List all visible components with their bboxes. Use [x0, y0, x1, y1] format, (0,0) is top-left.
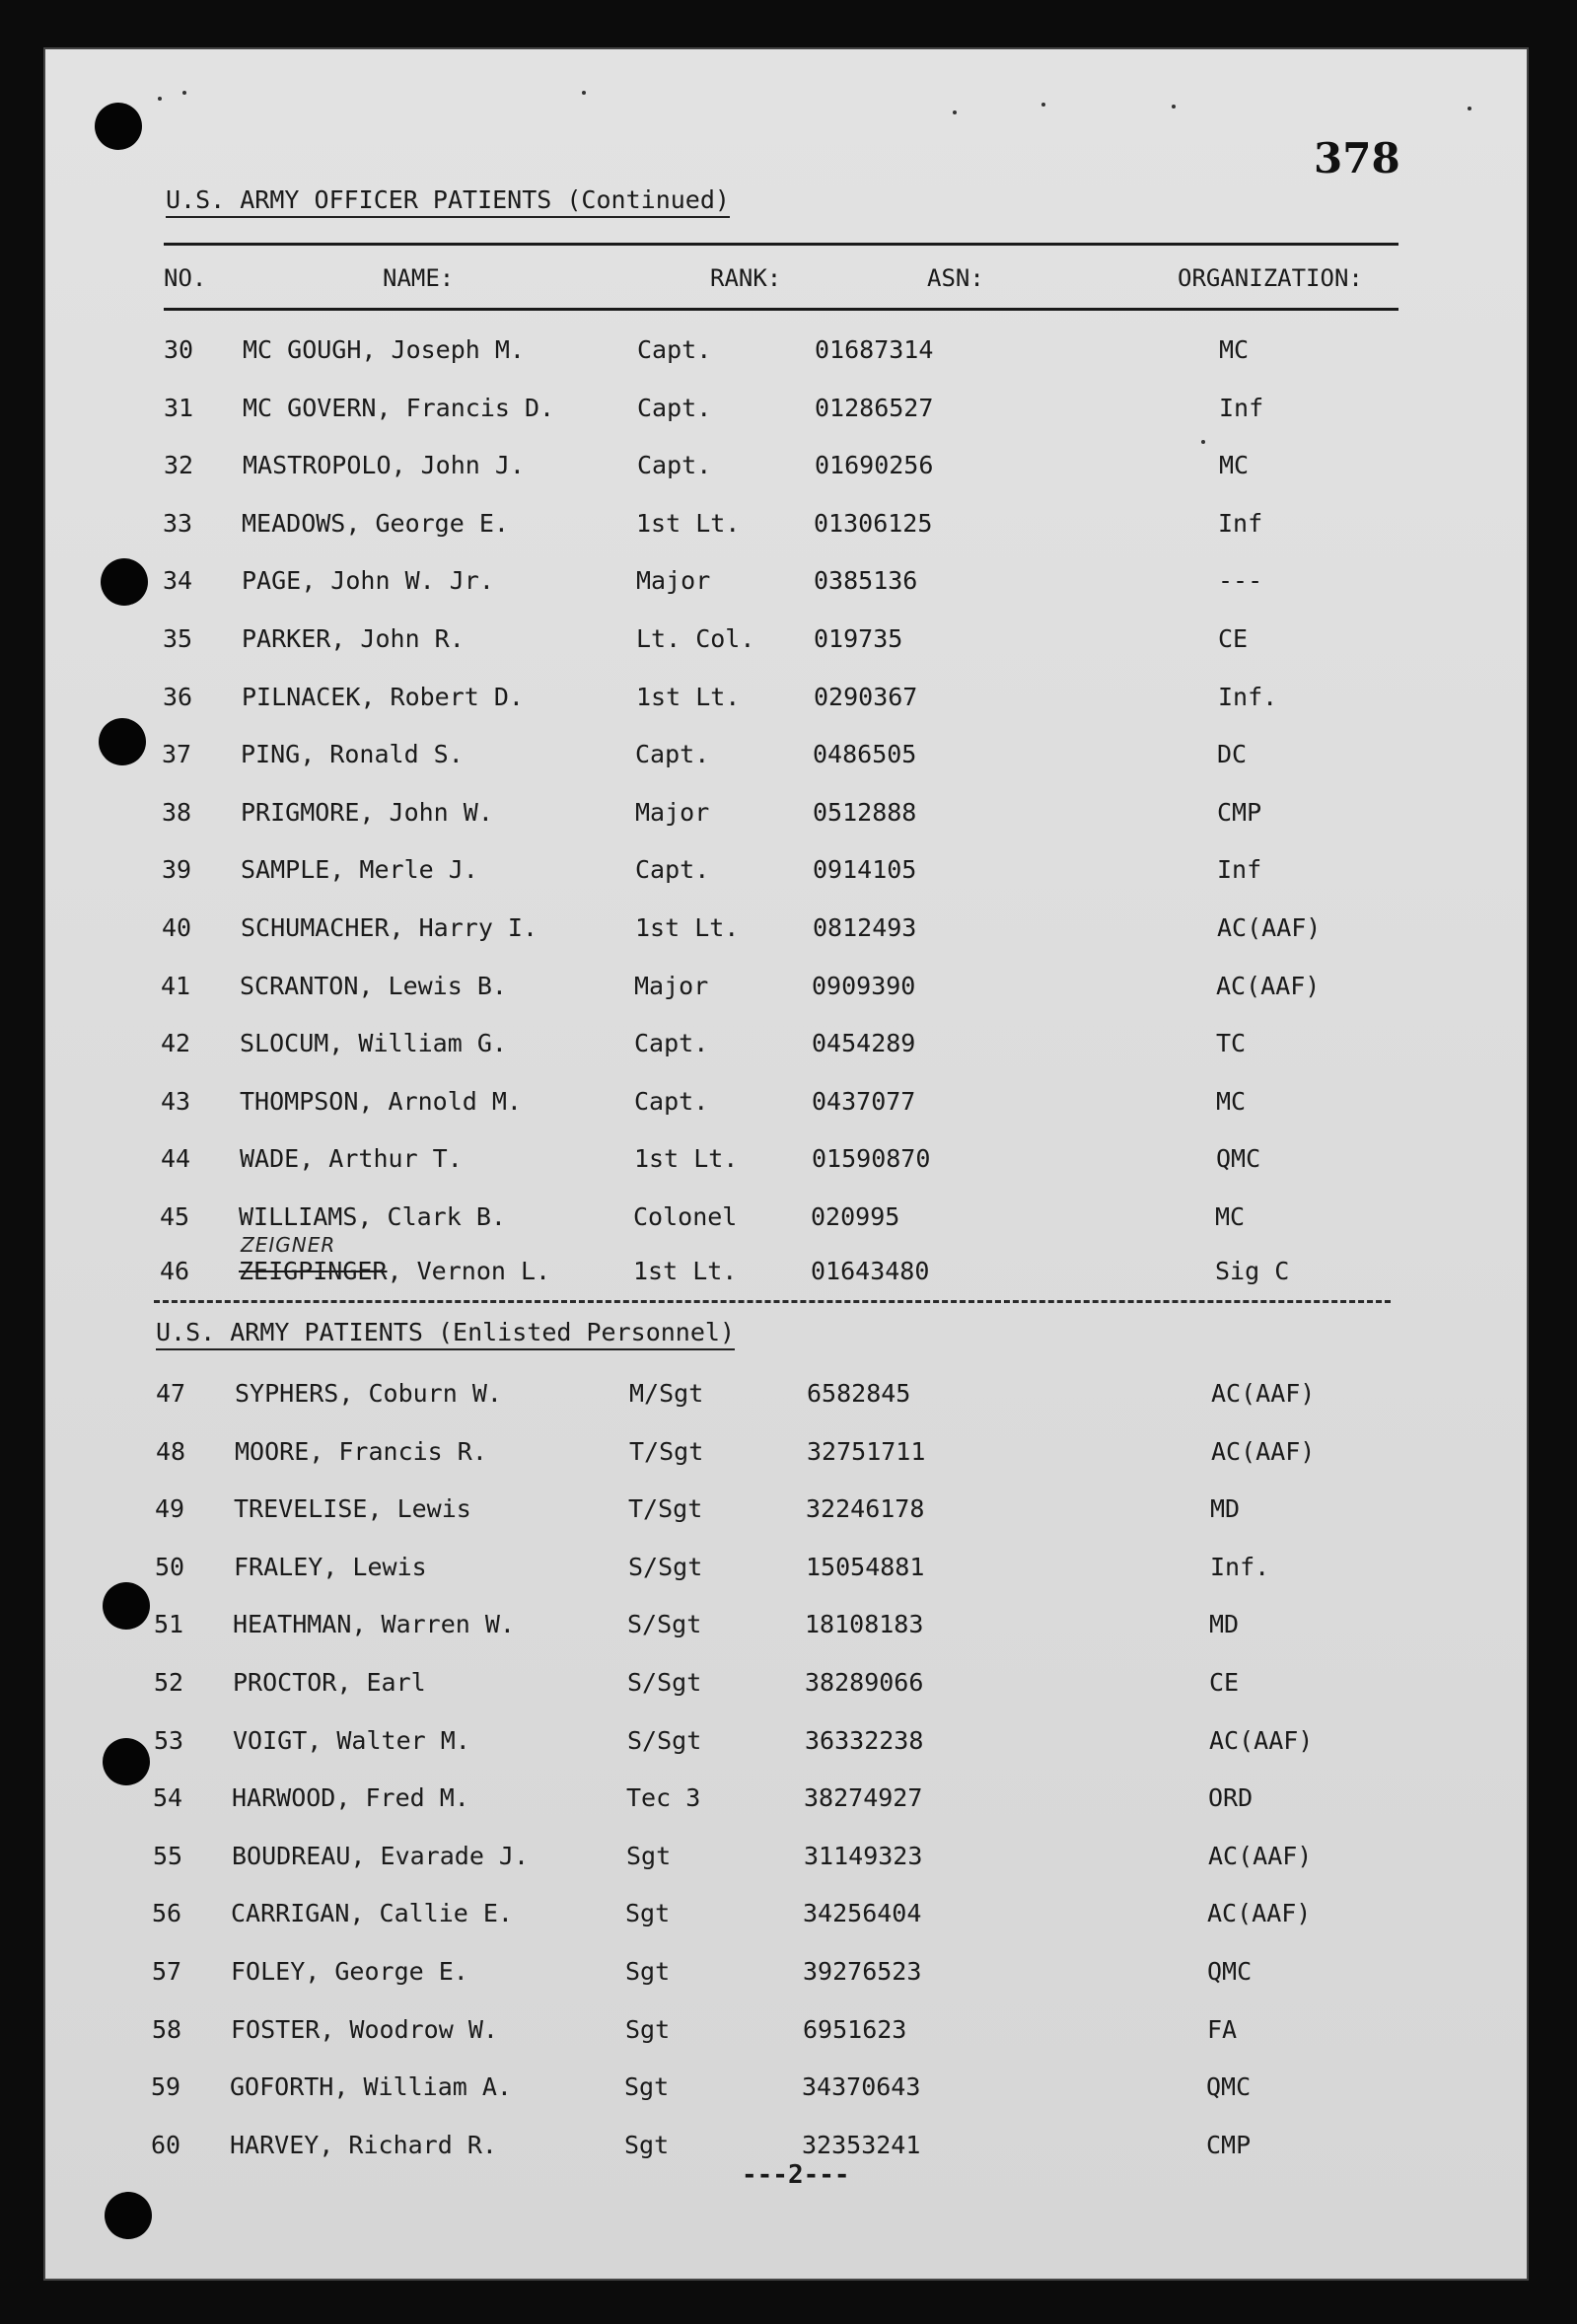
organization: CMP — [1217, 798, 1262, 827]
row-number: 37 — [162, 740, 192, 768]
asn: 0290367 — [814, 683, 918, 711]
punch-hole — [103, 1738, 150, 1785]
organization: Inf — [1217, 855, 1262, 884]
row-number: 33 — [163, 509, 193, 538]
organization: AC(AAF) — [1211, 1379, 1316, 1408]
asn: 15054881 — [806, 1553, 925, 1581]
patient-name: SCHUMACHER, Harry I. — [241, 913, 538, 942]
asn: 34256404 — [803, 1899, 922, 1927]
header-no: NO. — [164, 264, 207, 292]
asn: 0909390 — [812, 972, 916, 1000]
organization: MC — [1216, 1087, 1247, 1116]
asn: 01286527 — [815, 394, 934, 422]
punch-hole — [105, 2192, 152, 2239]
patient-name: VOIGT, Walter M. — [233, 1726, 470, 1755]
organization: AC(AAF) — [1207, 1899, 1312, 1927]
organization: Inf — [1219, 394, 1264, 422]
speck — [1201, 440, 1205, 444]
row-number: 60 — [151, 2131, 181, 2159]
row-number: 51 — [154, 1610, 184, 1638]
rank: Sgt — [624, 2131, 670, 2159]
row-number: 30 — [164, 335, 194, 364]
given-name: , Vernon L. — [387, 1257, 551, 1285]
organization: TC — [1216, 1029, 1247, 1057]
patient-name: GOFORTH, William A. — [230, 2072, 512, 2101]
asn: 019735 — [814, 624, 903, 653]
asn: 0512888 — [813, 798, 917, 827]
speck — [158, 97, 162, 101]
patient-name: FRALEY, Lewis — [234, 1553, 427, 1581]
asn: 6951623 — [803, 2015, 907, 2044]
patient-name: WILLIAMS, Clark B. — [239, 1202, 506, 1231]
asn: 34370643 — [802, 2072, 921, 2101]
struck-surname: ZEIGPINGER — [239, 1257, 388, 1285]
organization: MD — [1210, 1494, 1241, 1523]
asn: 32353241 — [802, 2131, 921, 2159]
header-organization: ORGANIZATION: — [1178, 264, 1363, 292]
organization: Inf — [1218, 509, 1263, 538]
row-number: 32 — [164, 451, 194, 479]
asn: 0914105 — [813, 855, 917, 884]
organization: MC — [1219, 451, 1250, 479]
asn: 01643480 — [811, 1257, 930, 1285]
organization: CMP — [1206, 2131, 1252, 2159]
rank: 1st Lt. — [634, 1144, 739, 1173]
asn: 39276523 — [803, 1957, 922, 1986]
row-number: 42 — [161, 1029, 191, 1057]
punch-hole — [99, 718, 146, 765]
asn: 0812493 — [813, 913, 917, 942]
patient-name: MOORE, Francis R. — [235, 1437, 487, 1466]
row-number: 48 — [156, 1437, 186, 1466]
organization: QMC — [1216, 1144, 1261, 1173]
rank: Lt. Col. — [636, 624, 755, 653]
patient-name: PROCTOR, Earl — [233, 1668, 426, 1697]
rank: Capt. — [637, 335, 712, 364]
rank: Capt. — [637, 394, 712, 422]
rank: S/Sgt — [627, 1726, 702, 1755]
row-number: 43 — [161, 1087, 191, 1116]
patient-name: MC GOVERN, Francis D. — [243, 394, 555, 422]
row-number: 52 — [154, 1668, 184, 1697]
patient-name: PAGE, John W. Jr. — [242, 566, 494, 595]
rank: Major — [635, 798, 710, 827]
section-divider — [154, 1300, 1391, 1303]
patient-name: SCRANTON, Lewis B. — [240, 972, 507, 1000]
organization: CE — [1209, 1668, 1240, 1697]
patient-name: SLOCUM, William G. — [240, 1029, 507, 1057]
asn: 0486505 — [813, 740, 917, 768]
header-name: NAME: — [383, 264, 455, 292]
speck — [582, 91, 586, 95]
organization: Inf. — [1218, 683, 1278, 711]
row-number: 31 — [164, 394, 194, 422]
patient-name: TREVELISE, Lewis — [234, 1494, 471, 1523]
patient-name: SAMPLE, Merle J. — [241, 855, 478, 884]
rank: S/Sgt — [628, 1553, 703, 1581]
patient-name — [239, 1257, 550, 1285]
rank: M/Sgt — [629, 1379, 704, 1408]
patient-name: MEADOWS, George E. — [242, 509, 509, 538]
asn: 6582845 — [807, 1379, 911, 1408]
organization: QMC — [1206, 2072, 1252, 2101]
handwritten-correction: ZEIGNER — [241, 1233, 336, 1257]
asn: 38289066 — [805, 1668, 924, 1697]
organization: Inf. — [1210, 1553, 1270, 1581]
organization: AC(AAF) — [1211, 1437, 1316, 1466]
organization: MC — [1215, 1202, 1246, 1231]
patient-name: WADE, Arthur T. — [240, 1144, 463, 1173]
organization: AC(AAF) — [1217, 913, 1322, 942]
row-number: 44 — [161, 1144, 191, 1173]
rank: Tec 3 — [626, 1783, 701, 1812]
patient-name: PING, Ronald S. — [241, 740, 464, 768]
officer-section-title: U.S. ARMY OFFICER PATIENTS (Continued) — [166, 185, 730, 218]
rank: S/Sgt — [627, 1668, 702, 1697]
organization: AC(AAF) — [1216, 972, 1321, 1000]
patient-name: PILNACEK, Robert D. — [242, 683, 524, 711]
organization: AC(AAF) — [1208, 1842, 1313, 1870]
speck — [953, 110, 957, 114]
asn: 31149323 — [804, 1842, 923, 1870]
organization: FA — [1207, 2015, 1238, 2044]
rank: Sgt — [625, 1899, 671, 1927]
asn: 01690256 — [815, 451, 934, 479]
patient-name: BOUDREAU, Evarade J. — [232, 1842, 530, 1870]
asn: 01687314 — [815, 335, 934, 364]
patient-name: PRIGMORE, John W. — [241, 798, 493, 827]
rank: Capt. — [637, 451, 712, 479]
row-number: 41 — [161, 972, 191, 1000]
row-number: 34 — [163, 566, 193, 595]
row-number: 56 — [152, 1899, 182, 1927]
header-bottom-rule — [164, 308, 1398, 311]
row-number: 57 — [152, 1957, 182, 1986]
patient-name: THOMPSON, Arnold M. — [240, 1087, 522, 1116]
rank: S/Sgt — [627, 1610, 702, 1638]
asn: 32246178 — [806, 1494, 925, 1523]
rank: T/Sgt — [628, 1494, 703, 1523]
rank: Sgt — [626, 1842, 672, 1870]
patient-name: HARVEY, Richard R. — [230, 2131, 497, 2159]
rank: Capt. — [635, 740, 710, 768]
patient-name: MC GOUGH, Joseph M. — [243, 335, 525, 364]
row-number: 38 — [162, 798, 192, 827]
rank: Sgt — [625, 2015, 671, 2044]
organization: MD — [1209, 1610, 1240, 1638]
speck — [1041, 103, 1045, 107]
organization: MC — [1219, 335, 1250, 364]
row-number: 55 — [153, 1842, 183, 1870]
row-number: 45 — [160, 1202, 190, 1231]
page-footer: ---2--- — [742, 2160, 850, 2190]
row-number: 36 — [163, 683, 193, 711]
organization: --- — [1218, 566, 1263, 595]
rank: T/Sgt — [629, 1437, 704, 1466]
organization: CE — [1218, 624, 1249, 653]
rank: 1st Lt. — [636, 683, 741, 711]
rank: 1st Lt. — [636, 509, 741, 538]
patient-name: HEATHMAN, Warren W. — [233, 1610, 515, 1638]
patient-name: CARRIGAN, Callie E. — [231, 1899, 513, 1927]
organization: Sig C — [1215, 1257, 1290, 1285]
rank: 1st Lt. — [635, 913, 740, 942]
asn: 18108183 — [805, 1610, 924, 1638]
header-top-rule — [164, 243, 1398, 246]
enlisted-section-title: U.S. ARMY PATIENTS (Enlisted Personnel) — [156, 1318, 735, 1350]
asn: 32751711 — [807, 1437, 926, 1466]
organization: ORD — [1208, 1783, 1254, 1812]
rank: 1st Lt. — [633, 1257, 738, 1285]
asn: 0437077 — [812, 1087, 916, 1116]
patient-name: HARWOOD, Fred M. — [232, 1783, 469, 1812]
row-number: 59 — [151, 2072, 181, 2101]
row-number: 53 — [154, 1726, 184, 1755]
asn: 0454289 — [812, 1029, 916, 1057]
row-number: 39 — [162, 855, 192, 884]
asn: 01306125 — [814, 509, 933, 538]
rank: Colonel — [633, 1202, 738, 1231]
asn: 36332238 — [805, 1726, 924, 1755]
rank: Capt. — [634, 1087, 709, 1116]
rank: Sgt — [624, 2072, 670, 2101]
patient-name: PARKER, John R. — [242, 624, 465, 653]
asn: 01590870 — [812, 1144, 931, 1173]
organization: AC(AAF) — [1209, 1726, 1314, 1755]
header-asn: ASN: — [927, 264, 984, 292]
punch-hole — [103, 1582, 150, 1630]
row-number: 49 — [155, 1494, 185, 1523]
speck — [1172, 105, 1176, 109]
organization: QMC — [1207, 1957, 1253, 1986]
rank: Capt. — [635, 855, 710, 884]
header-rank: RANK: — [710, 264, 782, 292]
speck — [1468, 107, 1471, 110]
rank: Sgt — [625, 1957, 671, 1986]
row-number: 47 — [156, 1379, 186, 1408]
organization: DC — [1217, 740, 1248, 768]
page-number: 378 — [1314, 134, 1400, 182]
patient-name: SYPHERS, Coburn W. — [235, 1379, 502, 1408]
row-number: 58 — [152, 2015, 182, 2044]
asn: 38274927 — [804, 1783, 923, 1812]
asn: 0385136 — [814, 566, 918, 595]
punch-hole — [101, 558, 148, 606]
row-number: 50 — [155, 1553, 185, 1581]
rank: Major — [634, 972, 709, 1000]
row-number: 46 — [160, 1257, 190, 1285]
row-number: 40 — [162, 913, 192, 942]
rank: Major — [636, 566, 711, 595]
row-number: 35 — [163, 624, 193, 653]
patient-name: FOSTER, Woodrow W. — [231, 2015, 498, 2044]
punch-hole — [95, 103, 142, 150]
row-number: 54 — [153, 1783, 183, 1812]
patient-name: FOLEY, George E. — [231, 1957, 468, 1986]
rank: Capt. — [634, 1029, 709, 1057]
patient-name: MASTROPOLO, John J. — [243, 451, 525, 479]
asn: 020995 — [811, 1202, 900, 1231]
speck — [182, 91, 186, 95]
